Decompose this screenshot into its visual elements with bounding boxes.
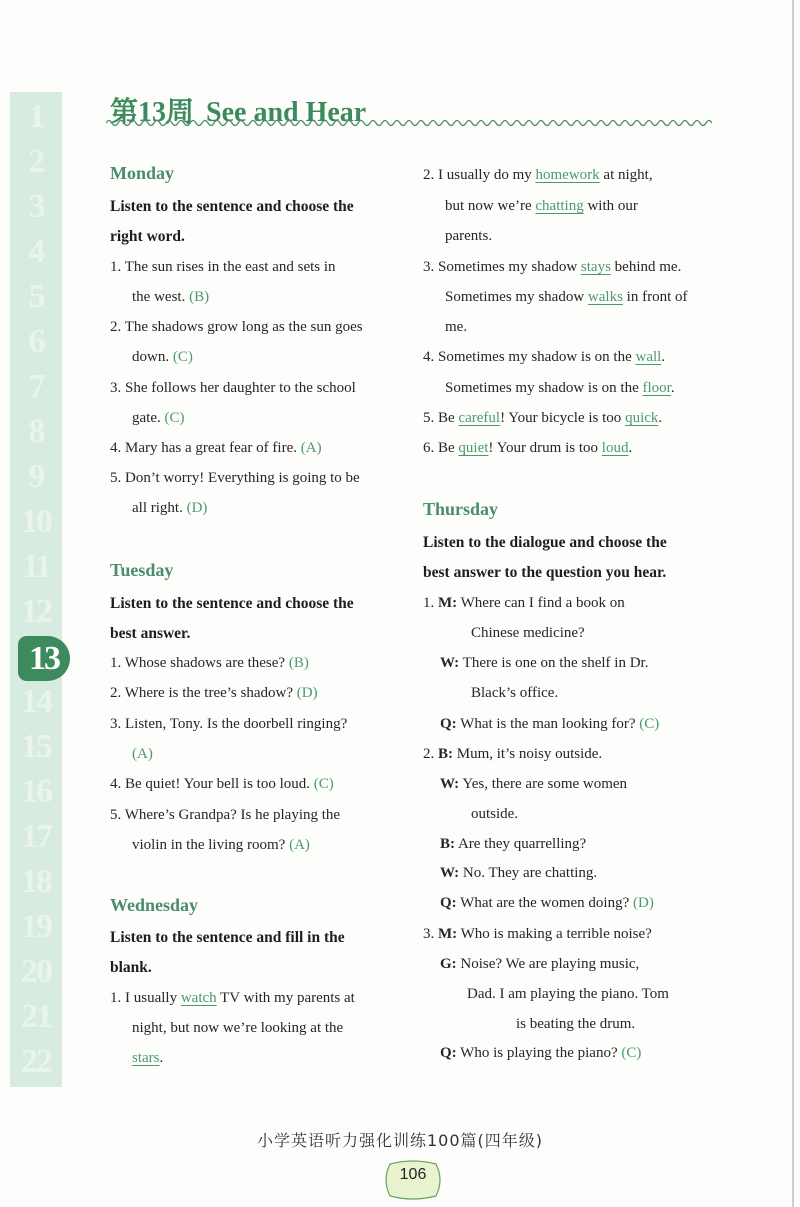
answer: (C) <box>172 349 193 365</box>
filled-blank: quick <box>625 410 659 426</box>
wednesday-q3-cont: Sometimes my shadow walks in front of <box>445 289 688 305</box>
wednesday-q1-cont: night, but now we’re looking at the <box>132 1020 344 1036</box>
filled-blank: wall <box>635 349 662 365</box>
filled-blank: loud <box>601 440 629 456</box>
dialogue-3-girl-cont: Dad. I am playing the piano. Tom <box>467 986 669 1002</box>
week-tab-2[interactable]: 2 <box>28 143 44 180</box>
monday-q3-cont: gate. (C) <box>132 410 185 426</box>
week-tab-11[interactable]: 11 <box>21 548 51 585</box>
dialogue-1-man: 1. M: Where can I find a book on <box>423 595 625 611</box>
answer: (B) <box>189 289 210 305</box>
dialogue-2-woman: W: Yes, there are some women <box>440 776 628 792</box>
week-tab-1[interactable]: 1 <box>28 98 44 135</box>
answer: (A) <box>132 746 153 762</box>
tuesday-instruction: Listen to the sentence and choose the best answer. <box>110 595 354 642</box>
tuesday-q4: 4. Be quiet! Your bell is too loud. (C) <box>110 776 334 792</box>
monday-q1-cont: the west. (B) <box>132 289 210 305</box>
monday-q4: 4. Mary has a great fear of fire. (A) <box>110 440 322 456</box>
answer: (C) <box>164 410 185 426</box>
week-tab-21[interactable]: 21 <box>21 998 51 1035</box>
dialogue-3-girl-cont2: is beating the drum. <box>516 1016 636 1032</box>
week-tab-17[interactable]: 17 <box>21 818 51 855</box>
tuesday-q5-cont: violin in the living room? (A) <box>132 837 310 853</box>
wednesday-q2-cont: but now we’re chatting with our <box>445 198 638 214</box>
filled-blank: watch <box>180 990 217 1006</box>
tuesday-heading: Tuesday <box>110 560 174 580</box>
unit-title: See and Hear <box>206 97 367 128</box>
dialogue-3-man: 3. M: Who is making a terrible noise? <box>423 926 652 942</box>
wednesday-instruction: Listen to the sentence and fill in the blank. <box>110 929 345 976</box>
monday-q2-cont: down. (C) <box>132 349 193 365</box>
filled-blank: careful <box>458 410 501 426</box>
answer: (D) <box>296 685 318 701</box>
monday-q1: 1. The sun rises in the east and sets in <box>110 259 336 275</box>
week-tab-14[interactable]: 14 <box>21 683 51 720</box>
tuesday-q3: 3. Listen, Tony. Is the doorbell ringing? <box>110 716 348 732</box>
week-tab-13-active[interactable]: 13 <box>18 636 70 681</box>
wednesday-q3-cont2: me. <box>445 319 468 335</box>
book-title-footer: 小学英语听力强化训练100篇(四年级) <box>256 1131 544 1150</box>
tuesday-q5: 5. Where’s Grandpa? Is he playing the <box>110 807 341 823</box>
thursday-heading: Thursday <box>423 499 499 519</box>
answer: (C) <box>621 1045 642 1061</box>
dialogue-2-boy: 2. B: Mum, it’s noisy outside. <box>423 746 603 762</box>
monday-q5-cont: all right. (D) <box>132 500 208 516</box>
filled-blank: floor <box>642 380 671 396</box>
week-tab-19[interactable]: 19 <box>21 908 51 945</box>
dialogue-3-question: Q: Who is playing the piano? (C) <box>440 1045 642 1061</box>
wednesday-heading: Wednesday <box>110 895 199 915</box>
wednesday-q2: 2. I usually do my homework at night, <box>423 167 653 183</box>
page-edge <box>792 0 794 1207</box>
filled-blank: chatting <box>535 198 584 214</box>
tuesday-q2: 2. Where is the tree’s shadow? (D) <box>110 685 318 701</box>
wednesday-q4: 4. Sometimes my shadow is on the wall. <box>423 349 666 365</box>
answer: (C) <box>639 716 660 732</box>
week-tab-20[interactable]: 20 <box>21 953 51 990</box>
answer: (C) <box>313 776 334 792</box>
thursday-instruction: Listen to the dialogue and choose the best answer to the question you hear. <box>423 534 667 581</box>
monday-heading: Monday <box>110 163 175 183</box>
week-label: 第13周 <box>110 97 195 128</box>
week-tab-16[interactable]: 16 <box>21 773 51 810</box>
dialogue-2-woman-cont: outside. <box>471 806 519 822</box>
monday-q2: 2. The shadows grow long as the sun goes <box>110 319 363 335</box>
wednesday-q5: 5. Be careful! Your bicycle is too quick. <box>423 410 663 426</box>
wednesday-q3: 3. Sometimes my shadow stays behind me. <box>423 259 682 275</box>
dialogue-1-woman: W: There is one on the shelf in Dr. <box>440 655 649 671</box>
filled-blank: stars <box>132 1050 160 1066</box>
filled-blank: stays <box>580 259 611 275</box>
tuesday-q3-ans <box>132 739 153 769</box>
week-tab-12[interactable]: 12 <box>21 593 51 630</box>
week-tab-8[interactable]: 8 <box>28 413 44 450</box>
dialogue-1-woman-cont: Black’s office. <box>471 685 559 701</box>
week-tab-3[interactable]: 3 <box>28 188 44 225</box>
filled-blank: homework <box>535 167 600 183</box>
monday-q3: 3. She follows her daughter to the school <box>110 380 356 396</box>
dialogue-3-girl: G: Noise? We are playing music, <box>440 956 640 972</box>
page-number: 106 <box>399 1166 427 1183</box>
wednesday-q1: 1. I usually watch TV with my parents at <box>110 990 355 1006</box>
tuesday-q1: 1. Whose shadows are these? (B) <box>110 655 309 671</box>
wednesday-q6: 6. Be quiet! Your drum is too loud. <box>423 440 633 456</box>
week-tab-4[interactable]: 4 <box>28 233 44 270</box>
dialogue-2-woman-2: W: No. They are chatting. <box>440 865 598 881</box>
answer: (A) <box>289 837 310 853</box>
week-tab-6[interactable]: 6 <box>28 323 44 360</box>
answer: (A) <box>300 440 322 456</box>
answer: (B) <box>288 655 309 671</box>
answer: (D) <box>633 895 654 911</box>
monday-q5: 5. Don’t worry! Everything is going to be <box>110 470 360 486</box>
dialogue-2-boy-2: B: Are they quarrelling? <box>440 836 587 852</box>
dialogue-1-question: Q: What is the man looking for? (C) <box>440 716 660 732</box>
answer: (D) <box>186 500 208 516</box>
monday-instruction: Listen to the sentence and choose the right word. <box>110 198 354 245</box>
week-tab-15[interactable]: 15 <box>21 728 51 765</box>
wednesday-q4-cont: Sometimes my shadow is on the floor. <box>445 380 675 396</box>
filled-blank: quiet <box>458 440 489 456</box>
wavy-divider <box>106 118 712 128</box>
dialogue-1-man-cont: Chinese medicine? <box>471 625 585 641</box>
week-tab-22[interactable]: 22 <box>21 1043 51 1080</box>
week-tab-18[interactable]: 18 <box>21 863 51 900</box>
week-tab-7[interactable]: 7 <box>28 368 44 405</box>
week-tab-strip <box>10 92 62 1087</box>
dialogue-2-question: Q: What are the women doing? (D) <box>440 895 654 911</box>
wednesday-q2-cont2: parents. <box>445 228 493 244</box>
week-tab-10[interactable]: 10 <box>21 503 51 540</box>
week-tab-9[interactable]: 9 <box>28 458 44 495</box>
wednesday-q1-cont2: stars. <box>132 1050 164 1066</box>
filled-blank: walks <box>587 289 623 305</box>
week-tab-5[interactable]: 5 <box>28 278 44 315</box>
